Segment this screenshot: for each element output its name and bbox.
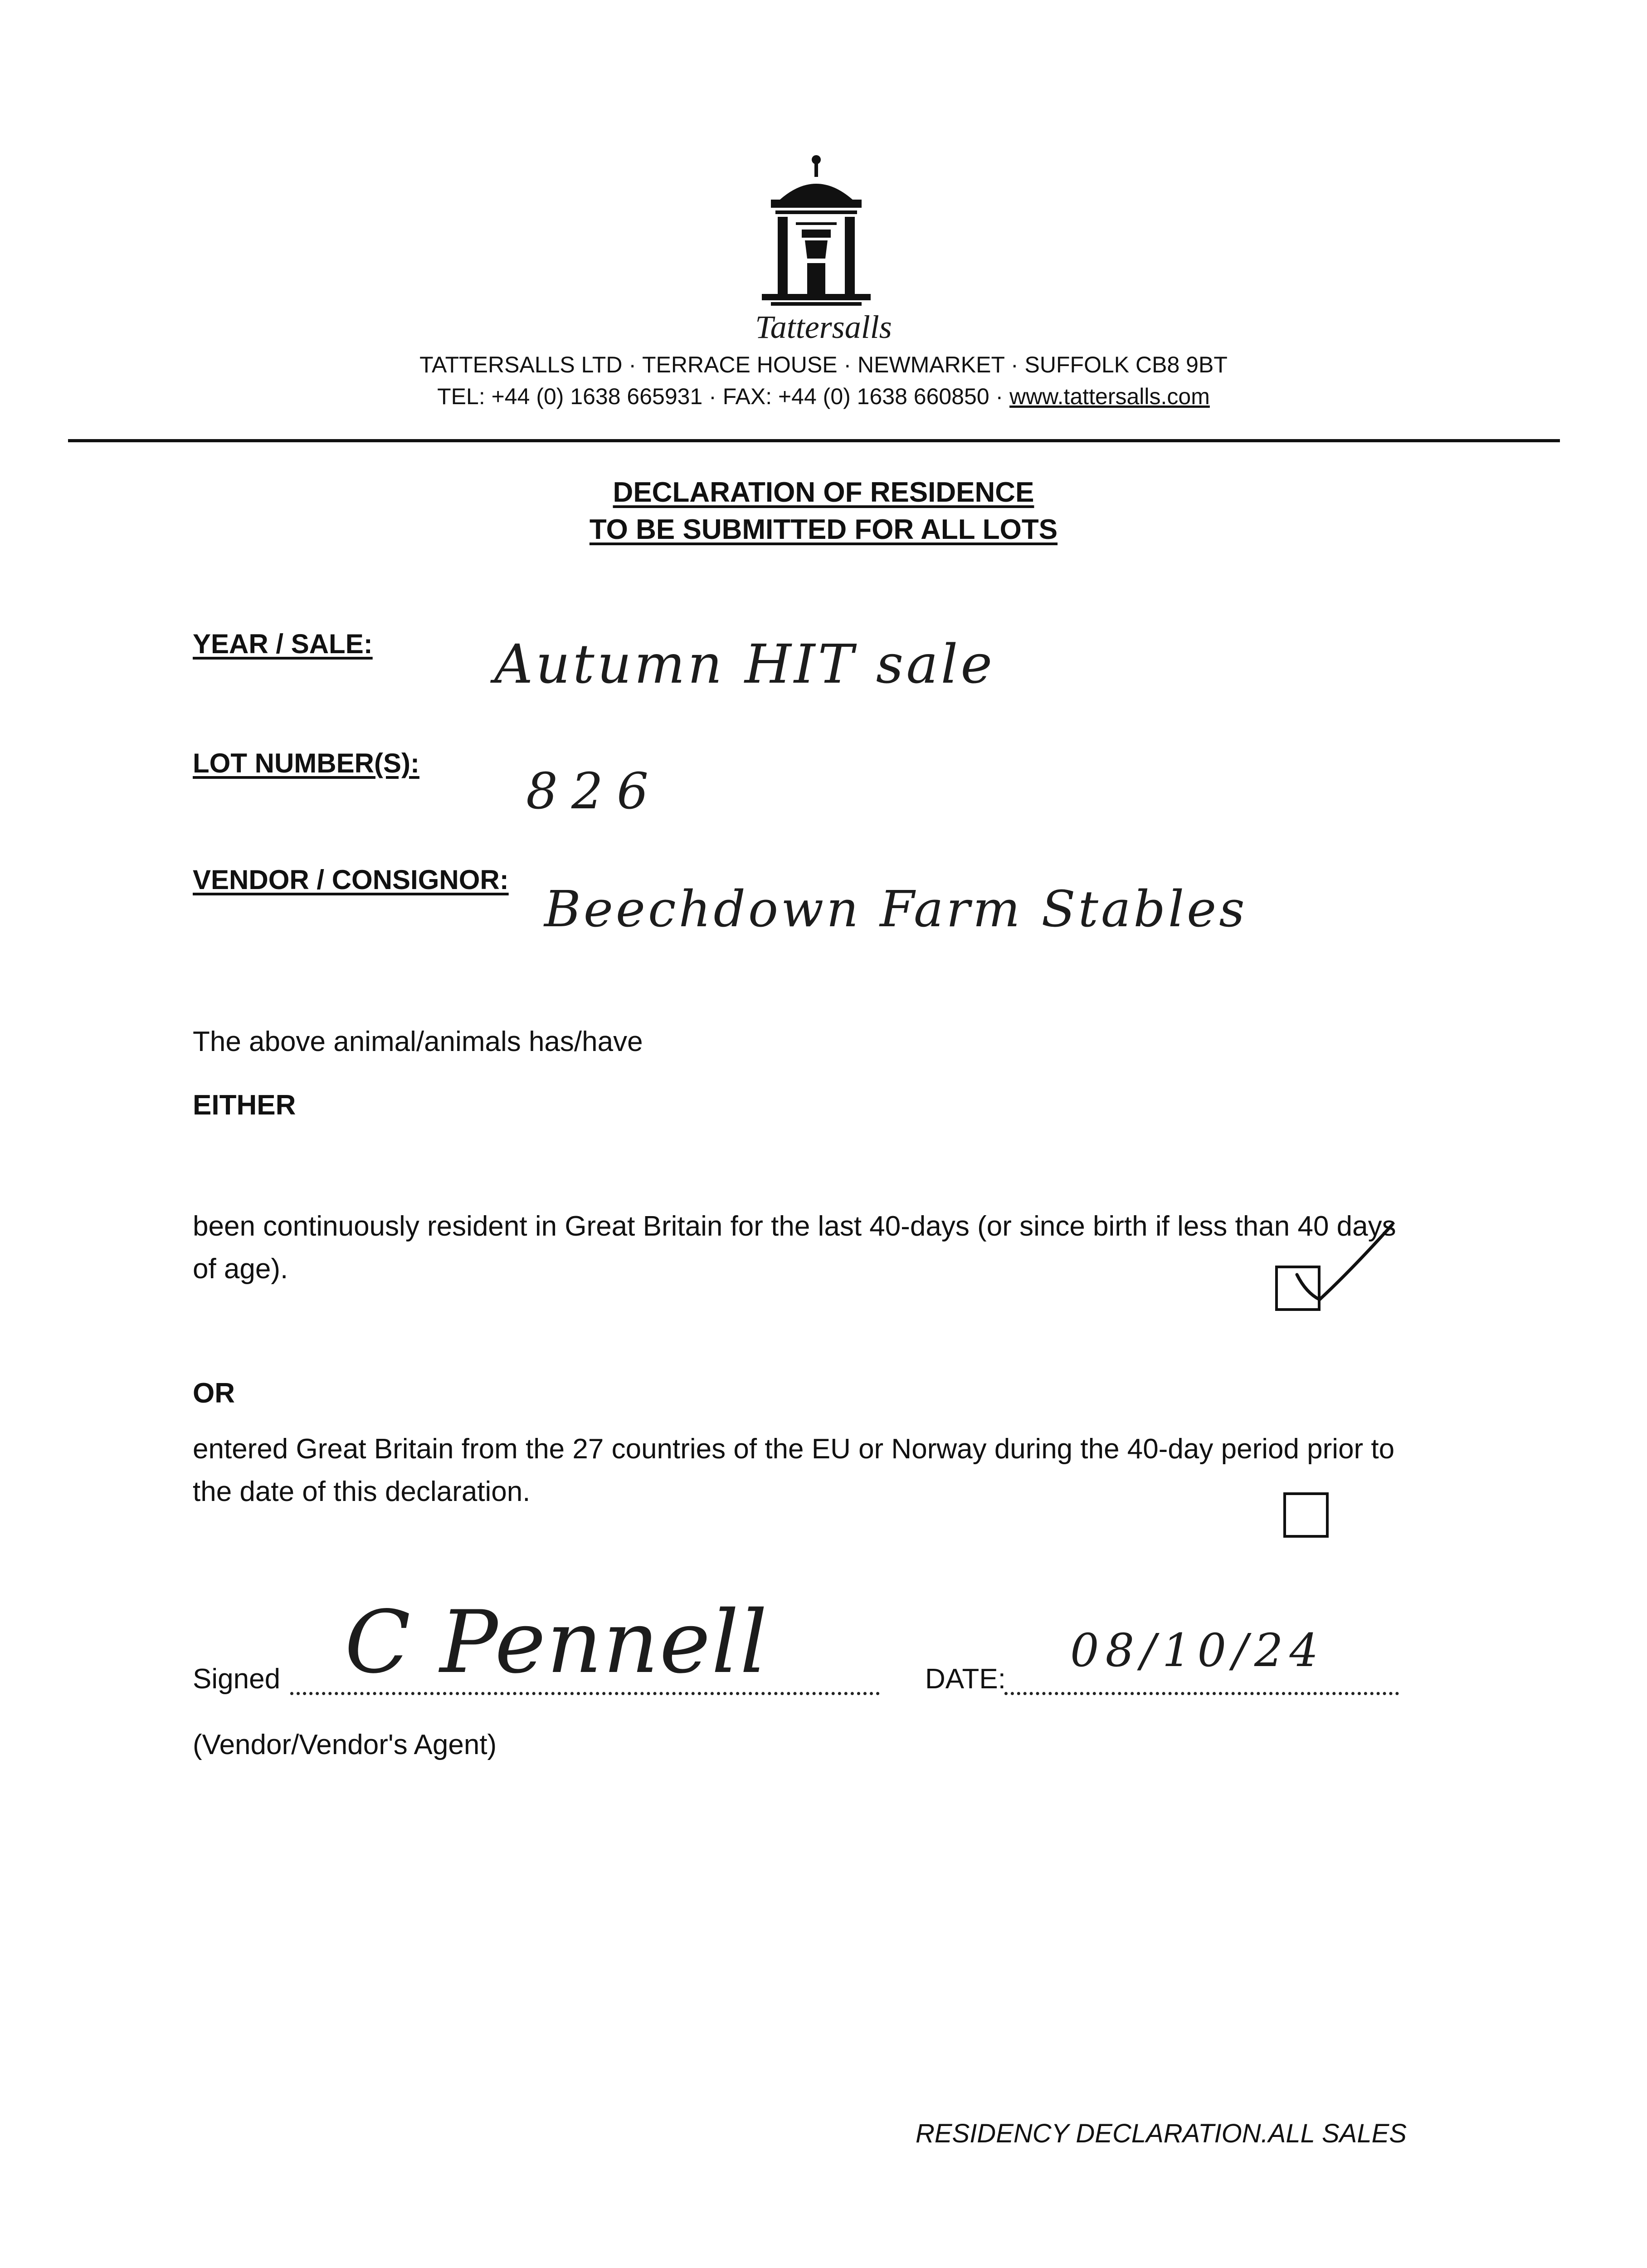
- option1-text: been continuously resident in Great Britain for the last 40-days (or since birth if less than 40 days of age).: [193, 1211, 1396, 1285]
- signatory-role: (Vendor/Vendor's Agent): [193, 1729, 497, 1760]
- date-line: [1004, 1692, 1399, 1695]
- intro-text: The above animal/animals has/have: [193, 1026, 643, 1057]
- company-address: TATTERSALLS LTD · TERRACE HOUSE · NEWMARKET · SUFFOLK CB8 9BT: [419, 352, 1228, 377]
- date-value: 08/10/24: [1070, 1624, 1325, 1677]
- year-sale-value: Autumn HIT sale: [494, 633, 995, 695]
- contact-phone-fax: TEL: +44 (0) 1638 665931 · FAX: +44 (0) 1638 660850 ·: [437, 384, 1010, 409]
- brand-name: Tattersalls: [755, 309, 892, 345]
- signed-label: Signed: [193, 1663, 281, 1695]
- date-label: DATE:: [925, 1663, 1006, 1695]
- either-label: EITHER: [193, 1090, 296, 1121]
- tattersalls-logo: [753, 150, 880, 322]
- option2-text: entered Great Britain from the 27 countries of the EU or Norway during the 40-day period prior to the date of this declaration.: [193, 1433, 1395, 1507]
- lot-number-value: 826: [526, 762, 662, 820]
- vendor-value: Beechdown Farm Stables: [544, 880, 1247, 938]
- checkmark-icon: [1279, 1220, 1397, 1320]
- signature-value: C Pennell: [345, 1592, 769, 1692]
- or-label: OR: [193, 1378, 235, 1409]
- document-title: DECLARATION OF RESIDENCE: [613, 477, 1034, 508]
- signature-line: [290, 1692, 880, 1695]
- website-link[interactable]: www.tattersalls.com: [1009, 384, 1210, 409]
- document-subtitle: TO BE SUBMITTED FOR ALL LOTS: [589, 514, 1058, 545]
- lot-number-label: LOT NUMBER(S):: [193, 748, 419, 778]
- company-contact: [0, 383, 1647, 410]
- option2-checkbox[interactable]: [1283, 1492, 1329, 1538]
- header-rule: [68, 439, 1560, 442]
- vendor-label: VENDOR / CONSIGNOR:: [193, 865, 509, 895]
- footer-reference: RESIDENCY DECLARATION.ALL SALES: [915, 2119, 1407, 2148]
- year-sale-label: YEAR / SALE:: [193, 629, 373, 659]
